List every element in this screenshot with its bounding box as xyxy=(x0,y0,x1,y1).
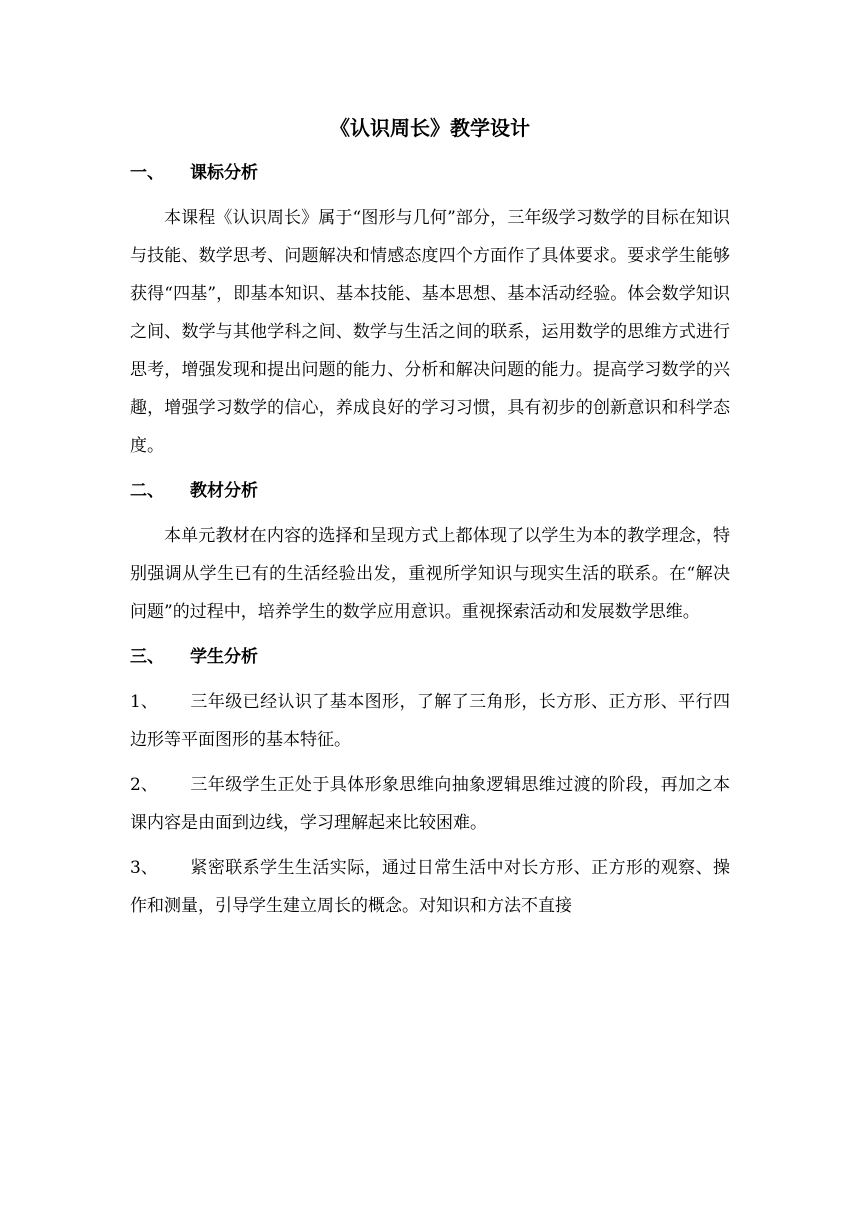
section-paragraph-1: 本课程《认识周长》属于“图形与几何”部分，三年级学习数学的目标在知识与技能、数学思考、问题解决和情感态度四个方面作了具体要求。要求学生能够获得“四基”，即基本知识、基本技能、基本思想、基本活动经验。体会数学知识之间、数学与其他学科之间、数学与生活之间的联系，运用数学的思维方式进行思考，增强发现和提出问题的能力、分析和解决问题的能力。提高学习数学的兴趣，增强学习数学的信心，养成良好的学习习惯，具有初步的创新意识和科学态度。 xyxy=(130,208,730,456)
list-item-number: 1、 xyxy=(130,692,158,712)
section-number-1: 一、 xyxy=(130,163,164,183)
document-title: 《认识周长》教学设计 xyxy=(330,116,530,140)
list-item-number: 2、 xyxy=(130,775,158,795)
list-item xyxy=(130,683,730,759)
section-title-1: 课标分析 xyxy=(190,163,258,183)
section-heading-1 xyxy=(130,154,730,192)
list-item xyxy=(130,766,730,842)
section-number-2: 二、 xyxy=(130,481,164,501)
document-content xyxy=(130,112,730,932)
section-number-3: 三、 xyxy=(130,647,164,667)
section-paragraph-2: 本单元教材在内容的选择和呈现方式上都体现了以学生为本的教学理念，特别强调从学生已有的生活经验出发，重视所学知识与现实生活的联系。在“解决问题”的过程中，培养学生的数学应用意识。重视探索活动和发展数学思维。 xyxy=(130,526,730,622)
section-heading-2 xyxy=(130,472,730,510)
list-item-text: 紧密联系学生生活实际，通过日常生活中对长方形、正方形的观察、操作和测量，引导学生建立周长的概念。对知识和方法不直接 xyxy=(130,858,730,916)
list-item-text: 三年级已经认识了基本图形，了解了三角形，长方形、正方形、平行四边形等平面图形的基本特征。 xyxy=(130,692,730,750)
list-item-number: 3、 xyxy=(130,858,158,878)
section-title-2: 教材分析 xyxy=(190,481,258,501)
section-title-3: 学生分析 xyxy=(190,647,258,667)
list-item-text: 三年级学生正处于具体形象思维向抽象逻辑思维过渡的阶段，再加之本课内容是由面到边线，学习理解起来比较困难。 xyxy=(130,775,730,833)
list-item xyxy=(130,849,730,925)
section-heading-3 xyxy=(130,638,730,676)
